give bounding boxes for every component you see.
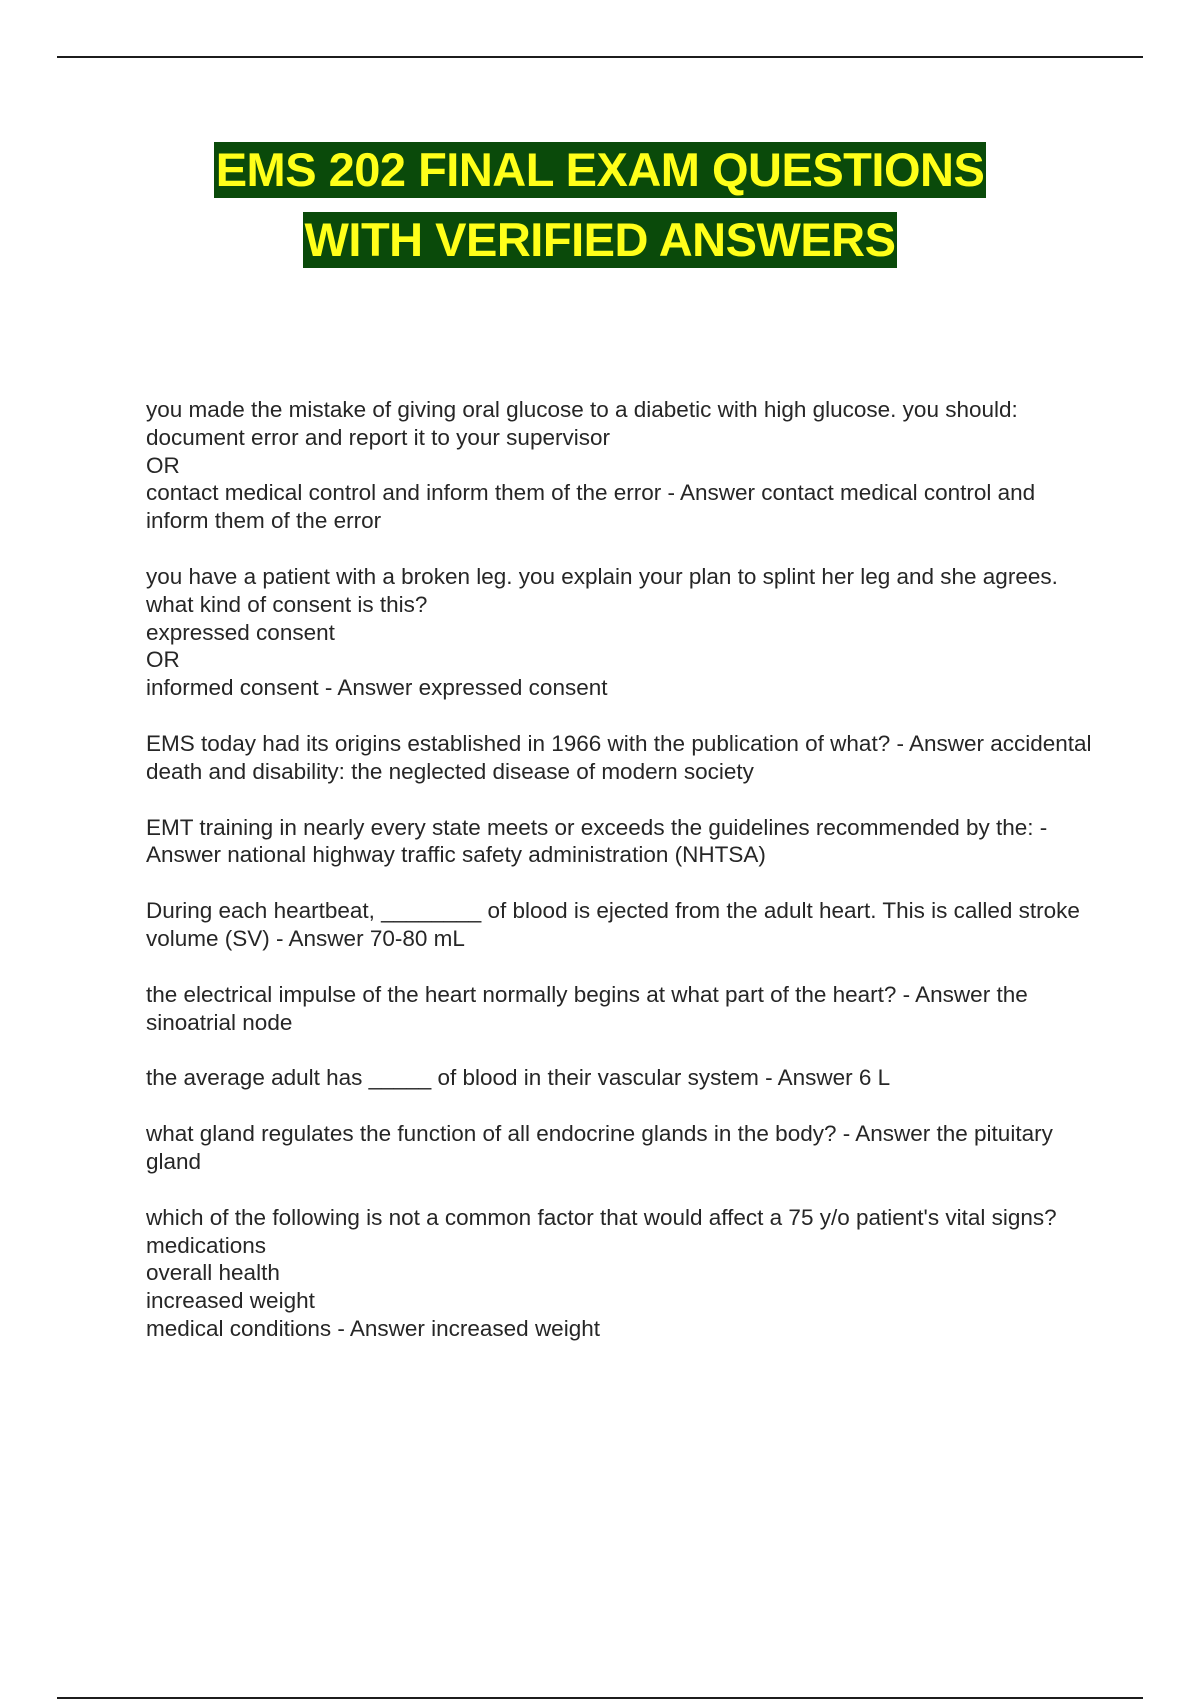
- question-item: [146, 1204, 1096, 1343]
- text-line: During each heartbeat, ________ of blood is ejected from the adult heart. This is called stroke volume (SV) - Answer 70-80 mL: [146, 898, 1080, 951]
- text-line: document error and report it to your supervisor: [146, 424, 610, 450]
- text-line: the electrical impulse of the heart normally begins at what part of the heart? - Answer the sinoatrial node: [146, 981, 1028, 1035]
- top-rule: [57, 56, 1143, 58]
- text-line: expressed consent: [146, 619, 335, 645]
- text-line: medical conditions - Answer increased weight: [146, 1315, 600, 1341]
- question-item: [146, 1120, 1096, 1176]
- text-line: EMS today had its origins established in 1966 with the publication of what? - Answer accidental death and disability: the neglected disease of modern society: [146, 730, 1092, 784]
- text-line: medications: [146, 1232, 267, 1258]
- question-item: [146, 1064, 1096, 1092]
- text-line: contact medical control and inform them of the error - Answer contact medical control and inform them of the error: [146, 480, 1036, 534]
- text-line: you have a patient with a broken leg. you explain your plan to splint her leg and she agrees. what kind of consent is this?: [146, 563, 1058, 617]
- question-item: [146, 814, 1096, 870]
- text-line: you made the mistake of giving oral glucose to a diabetic with high glucose. you should:: [146, 397, 1018, 422]
- bottom-rule: [57, 1697, 1143, 1699]
- text-line: EMT training in nearly every state meets or exceeds the guidelines recommended by the: - Answer national highway traffic safety administration (NHTSA): [146, 814, 1048, 868]
- title-line-1: EMS 202 FINAL EXAM QUESTIONS: [215, 143, 985, 196]
- text-line: overall health: [146, 1260, 280, 1286]
- question-item: [146, 563, 1096, 702]
- text-line: informed consent - Answer expressed consent: [146, 675, 608, 701]
- text-line: which of the following is not a common factor that would affect a 75 y/o patient's vital signs?: [146, 1204, 1057, 1230]
- question-item: [146, 730, 1096, 786]
- question-list: [146, 396, 1096, 1371]
- question-item: [146, 396, 1096, 535]
- text-line: OR: [146, 452, 180, 478]
- title-line-2: WITH VERIFIED ANSWERS: [304, 213, 896, 266]
- text-line: the average adult has _____ of blood in their vascular system - Answer 6 L: [146, 1065, 891, 1091]
- text-line: increased weight: [146, 1288, 315, 1314]
- document-title: [0, 142, 1200, 282]
- question-item: [146, 897, 1096, 953]
- question-item: [146, 981, 1096, 1037]
- text-line: what gland regulates the function of all endocrine glands in the body? - Answer the pituitary gland: [146, 1121, 1053, 1174]
- text-line: OR: [146, 647, 180, 673]
